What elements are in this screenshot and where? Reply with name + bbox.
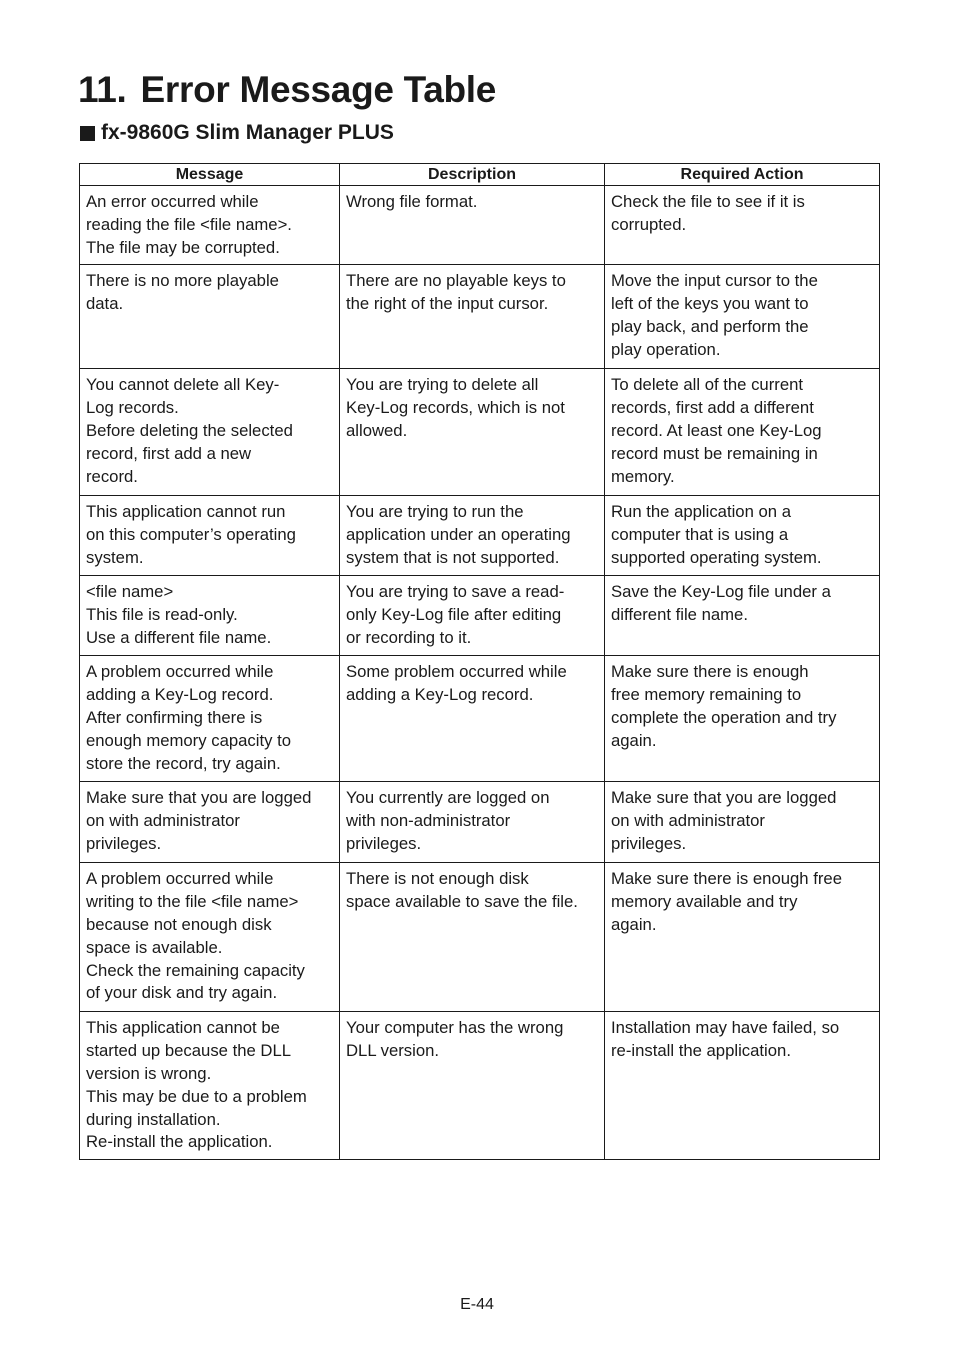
message-cell: You cannot delete all Key- Log records. Before deleting the selected record, first add a new record. — [80, 369, 340, 496]
message-cell: Make sure that you are logged on with administrator privileges. — [80, 782, 340, 863]
required-action-cell: Installation may have failed, so re-install the application. — [605, 1012, 880, 1160]
required-action-cell: Make sure there is enough free memory remaining to complete the operation and try again. — [605, 656, 880, 782]
error-message-table — [79, 163, 880, 1160]
table-row — [80, 782, 880, 863]
required-action-cell: Run the application on a computer that is using a supported operating system. — [605, 496, 880, 576]
description-cell: There are no playable keys to the right of the input cursor. — [340, 265, 605, 369]
table-row — [80, 265, 880, 369]
column-header-required-action: Required Action — [605, 164, 880, 186]
description-cell: You are trying to save a read- only Key-Log file after editing or recording to it. — [340, 576, 605, 656]
message-cell: There is no more playable data. — [80, 265, 340, 369]
chapter-title: Error Message Table — [140, 69, 497, 110]
required-action-cell: Save the Key-Log file under a different file name. — [605, 576, 880, 656]
message-cell: <file name> This file is read-only. Use a different file name. — [80, 576, 340, 656]
table-row — [80, 496, 880, 576]
description-cell: You are trying to delete all Key-Log records, which is not allowed. — [340, 369, 605, 496]
table-row — [80, 576, 880, 656]
description-cell: Some problem occurred while adding a Key-Log record. — [340, 656, 605, 782]
required-action-cell: Make sure that you are logged on with administrator privileges. — [605, 782, 880, 863]
message-cell: A problem occurred while writing to the file <file name> because not enough disk space is available. Check the remaining capacity of your disk and try again. — [80, 863, 340, 1012]
message-cell: This application cannot be started up because the DLL version is wrong. This may be due to a problem during installation. Re-install the application. — [80, 1012, 340, 1160]
table-row — [80, 863, 880, 1012]
chapter-number: 11. — [78, 69, 127, 110]
required-action-cell: Move the input cursor to the left of the keys you want to play back, and perform the play operation. — [605, 265, 880, 369]
table-row — [80, 369, 880, 496]
required-action-cell: Check the file to see if it is corrupted. — [605, 186, 880, 265]
table-row — [80, 656, 880, 782]
description-cell: There is not enough disk space available to save the file. — [340, 863, 605, 1012]
column-header-message: Message — [80, 164, 340, 186]
description-cell: Your computer has the wrong DLL version. — [340, 1012, 605, 1160]
required-action-cell: Make sure there is enough free memory available and try again. — [605, 863, 880, 1012]
table-row — [80, 1012, 880, 1160]
section-title — [80, 119, 394, 147]
description-cell: You are trying to run the application under an operating system that is not supported. — [340, 496, 605, 576]
square-bullet-icon — [80, 126, 95, 141]
message-cell: A problem occurred while adding a Key-Log record. After confirming there is enough memory capacity to store the record, try again. — [80, 656, 340, 782]
message-cell: An error occurred while reading the file <file name>. The file may be corrupted. — [80, 186, 340, 265]
description-cell: You currently are logged on with non-administrator privileges. — [340, 782, 605, 863]
message-cell: This application cannot run on this computer’s operating system. — [80, 496, 340, 576]
page-title — [78, 66, 496, 114]
description-cell: Wrong file format. — [340, 186, 605, 265]
required-action-cell: To delete all of the current records, first add a different record. At least one Key-Log record must be remaining in memory. — [605, 369, 880, 496]
section-title-text: fx-9860G Slim Manager PLUS — [101, 121, 394, 144]
table-row — [80, 186, 880, 265]
column-header-description: Description — [340, 164, 605, 186]
table-header-row — [80, 164, 880, 186]
page-number: E-44 — [460, 1296, 494, 1313]
